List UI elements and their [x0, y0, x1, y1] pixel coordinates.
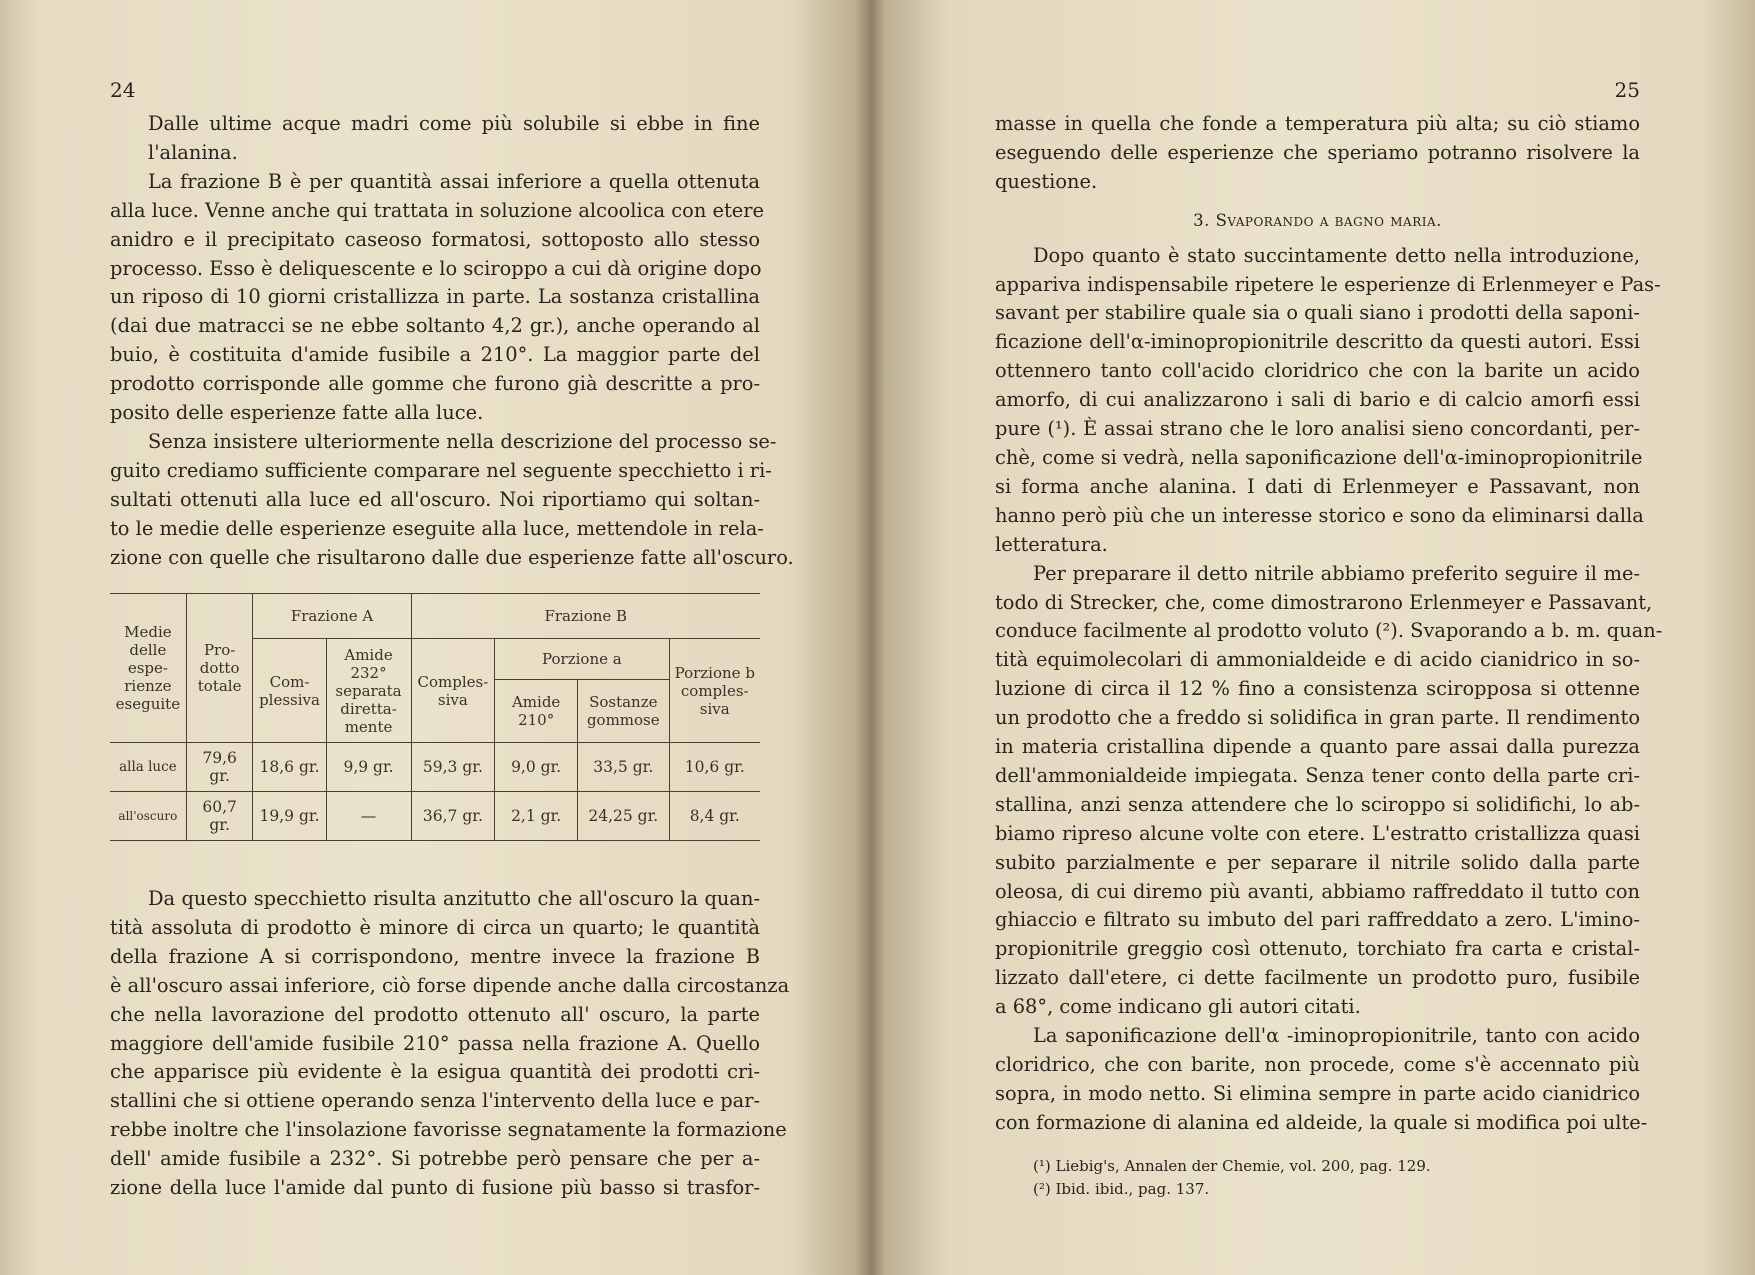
row-label: all'oscuro [110, 792, 186, 841]
cell-a-compl: 19,9 gr. [253, 792, 326, 841]
right-page-body [995, 110, 1663, 1138]
col-header-medie: Medie delle espe- rienze eseguite [110, 594, 186, 743]
text-line: dell' amide fusibile a 232°. Si potrebbe però pensare che per a- [110, 1147, 760, 1171]
col-header-b-complessiva: Comples- siva [411, 639, 495, 743]
text-line: buio, è costituita d'amide fusibile a 210°. La maggior parte del [110, 343, 760, 367]
text-line: questione. [995, 169, 1098, 193]
col-header-prodotto: Pro- dotto totale [186, 594, 253, 743]
left-page-body [110, 110, 794, 573]
cell-pa-amide: 9,0 gr. [495, 743, 578, 792]
text-line: tità assoluta di prodotto è minore di circa un quarto; le quantità [110, 915, 760, 939]
text-line: pure (¹). È assai strano che le loro analisi sieno concordanti, per- [995, 417, 1640, 441]
col-header-pa-sostanze: Sostanze gommose [578, 680, 669, 743]
text-line: eseguendo delle esperienze che speriamo potranno risolvere la [995, 140, 1640, 164]
text-line: lizzato dall'etere, ci dette facilmente un prodotto puro, fusibile [995, 966, 1640, 990]
table-row [110, 743, 760, 792]
right-page [995, 0, 1663, 1275]
cell-a-amide: 9,9 gr. [326, 743, 411, 792]
text-line: subito parzialmente e per separare il nitrile solido dalla parte [995, 850, 1640, 874]
cell-prodotto: 79,6 gr. [186, 743, 253, 792]
cell-pb: 8,4 gr. [669, 792, 760, 841]
text-line: è all'oscuro assai inferiore, ciò forse dipende anche dalla circostanza [110, 973, 790, 997]
col-header-porzione-a: Porzione a [495, 639, 669, 680]
text-line: prodotto corrisponde alle gomme che furono già descritte a pro- [110, 372, 760, 396]
text-line: alla luce. Venne anche qui trattata in soluzione alcoolica con etere [110, 198, 764, 222]
text-line: Dalle ultime acque madri come più solubile si ebbe in fine [148, 112, 760, 135]
text-line: Dopo quanto è stato succintamente detto nella introduzione, [1033, 243, 1640, 267]
table-row [110, 792, 760, 841]
text-line: Da questo specchietto risulta anzitutto che all'oscuro la quan- [148, 887, 760, 910]
text-line: ghiaccio e filtrato su imbuto del pari raffreddato a zero. L'imino- [995, 908, 1640, 932]
text-line: posito delle esperienze fatte alla luce. [110, 401, 484, 425]
footnotes [1033, 1155, 1640, 1201]
left-para-1 [110, 110, 760, 168]
right-para-4 [995, 1022, 1648, 1138]
cell-b-compl: 36,7 gr. [411, 792, 495, 841]
text-line: a 68°, come indicano gli autori citati. [995, 995, 1361, 1019]
left-para-3 [110, 428, 794, 573]
right-para-1 [995, 110, 1640, 197]
text-line: tità equimolecolari di ammonialdeide e di acido cianidrico in so- [995, 648, 1640, 672]
text-line: rebbe inoltre che l'insolazione favorisse segnatamente la formazione [110, 1118, 787, 1142]
left-page [110, 0, 794, 1275]
text-line: un riposo di 10 giorni cristallizza in parte. La sostanza cristallina [110, 285, 760, 309]
right-para-2 [995, 242, 1661, 560]
left-para-2 [110, 168, 760, 197]
footnote: (¹) Liebig's, Annalen der Chemie, vol. 200, pag. 129. [1033, 1157, 1431, 1175]
cell-pb: 10,6 gr. [669, 743, 760, 792]
col-header-a-amide: Amide 232° separata diretta- mente [326, 639, 411, 743]
text-line: che apparisce più evidente è la esigua quantità dei prodotti cri- [110, 1060, 760, 1084]
text-line: sultati ottenuti alla luce ed all'oscuro. Noi riportiamo qui soltan- [110, 487, 760, 511]
text-line: un prodotto che a freddo si solidifica in gran parte. Il rendimento [995, 706, 1640, 730]
text-line: l'alanina. [148, 140, 238, 164]
text-line: zione con quelle che risultarono dalle due esperienze fatte all'oscuro. [110, 545, 794, 569]
text-line: to le medie delle esperienze eseguite alla luce, mettendole in rela- [110, 516, 764, 540]
text-line: in materia cristallina dipende a quanto pare assai dalla purezza [995, 735, 1640, 759]
section-heading: 3. Svaporando a bagno maria. [1193, 210, 1442, 230]
text-line: della frazione A si corrispondono, mentre invece la frazione B [110, 944, 760, 968]
text-line: todo di Strecker, che, come dimostrarono Erlenmeyer e Passavant, [995, 590, 1653, 614]
text-line: dell'ammonialdeide impiegata. Senza tener conto della parte cri- [995, 763, 1640, 787]
text-line: si forma anche alanina. I dati di Erlenmeyer e Passavant, non [995, 474, 1640, 498]
cell-prodotto: 60,7 gr. [186, 792, 253, 841]
cell-a-compl: 18,6 gr. [253, 743, 326, 792]
cell-b-compl: 59,3 gr. [411, 743, 495, 792]
results-table [110, 593, 760, 841]
text-line: guito crediamo sufficiente comparare nel seguente specchietto i ri- [110, 458, 772, 482]
cell-a-amide: — [326, 792, 411, 841]
col-header-frazione-b: Frazione B [411, 594, 760, 639]
col-header-a-complessiva: Com- plessiva [253, 639, 326, 743]
text-line: propionitrile greggio così ottenuto, torchiato fra carta e cristal- [995, 937, 1640, 961]
text-line: savant per stabilire quale sia o quali siano i prodotti della saponi- [995, 301, 1640, 325]
row-label: alla luce [110, 743, 186, 792]
text-line: amorfo, di cui analizzarono i sali di bario e di calcio amorfi essi [995, 388, 1640, 412]
text-line: chè, come si vedrà, nella saponificazione dell'α-iminopropionitrile [995, 445, 1643, 469]
text-line: biamo ripreso alcune volte con etere. L'estratto cristallizza quasi [995, 821, 1640, 845]
text-line: con formazione di alanina ed aldeide, la quale si modifica poi ulte- [995, 1110, 1648, 1134]
text-line: stallini che si ottiene operando senza l'intervento della luce e par- [110, 1089, 761, 1113]
text-line: conduce facilmente al prodotto voluto (²). Svaporando a b. m. quan- [995, 619, 1663, 643]
text-line: hanno però più che un interesse storico e sono da eliminarsi dalla [995, 503, 1644, 527]
cell-pa-sost: 24,25 gr. [578, 792, 669, 841]
text-line: sopra, in modo netto. Si elimina sempre in parte acido cianidrico [995, 1081, 1640, 1105]
text-line: zione della luce l'amide dal punto di fusione più basso si trasfor- [110, 1176, 760, 1200]
text-line: ficazione dell'α-iminopropionitrile descritto da questi autori. Essi [995, 330, 1640, 354]
results-table-wrap [110, 593, 760, 841]
text-line: masse in quella che fonde a temperatura più alta; su ciò stiamo [995, 112, 1640, 135]
col-header-pa-amide: Amide 210° [495, 680, 578, 743]
text-line: anidro e il precipitato caseoso formatosi, sottoposto allo stesso [110, 227, 760, 251]
text-line: appariva indispensabile ripetere le esperienze di Erlenmeyer e Pas- [995, 272, 1661, 296]
left-para-2-cont [110, 197, 764, 428]
text-line: oleosa, di cui diremo più avanti, abbiamo raffreddato il tutto con [995, 879, 1640, 903]
text-line: ottennero tanto coll'acido cloridrico che con la barite un acido [995, 359, 1640, 383]
text-line: La saponificazione dell'α -iminopropionitrile, tanto con acido [1033, 1024, 1640, 1048]
cell-pa-amide: 2,1 gr. [495, 792, 578, 841]
col-header-frazione-a: Frazione A [253, 594, 411, 639]
text-line: letteratura. [995, 532, 1108, 556]
text-line: Senza insistere ulteriormente nella descrizione del processo se- [148, 429, 777, 453]
footnote: (²) Ibid. ibid., pag. 137. [1033, 1180, 1210, 1198]
text-line: La frazione B è per quantità assai inferiore a quella ottenuta [148, 169, 760, 193]
text-line: (dai due matracci se ne ebbe soltanto 4,2 gr.), anche operando al [110, 314, 760, 338]
text-line: che nella lavorazione del prodotto ottenuto all' oscuro, la parte [110, 1002, 760, 1026]
col-header-porzione-b: Porzione b comples- siva [669, 639, 760, 743]
page-number-right: 25 [1614, 78, 1640, 102]
left-page-body-lower [110, 885, 790, 1203]
left-para-4 [110, 885, 790, 1203]
page-number-left: 24 [110, 78, 136, 102]
text-line: luzione di circa il 12 % fino a consistenza sciropposa si ottenne [995, 677, 1640, 701]
text-line: processo. Esso è deliquescente e lo sciroppo a cui dà origine dopo [110, 256, 762, 280]
text-line: stallina, anzi senza attendere che lo sciroppo si solidifichi, lo ab- [995, 792, 1640, 816]
cell-pa-sost: 33,5 gr. [578, 743, 669, 792]
text-line: cloridrico, che con barite, non procede, come s'è accennato più [995, 1053, 1640, 1076]
text-line: Per preparare il detto nitrile abbiamo preferito seguire il me- [1033, 561, 1640, 585]
right-para-3 [995, 560, 1663, 1023]
text-line: maggiore dell'amide fusibile 210° passa nella frazione A. Quello [110, 1031, 760, 1055]
